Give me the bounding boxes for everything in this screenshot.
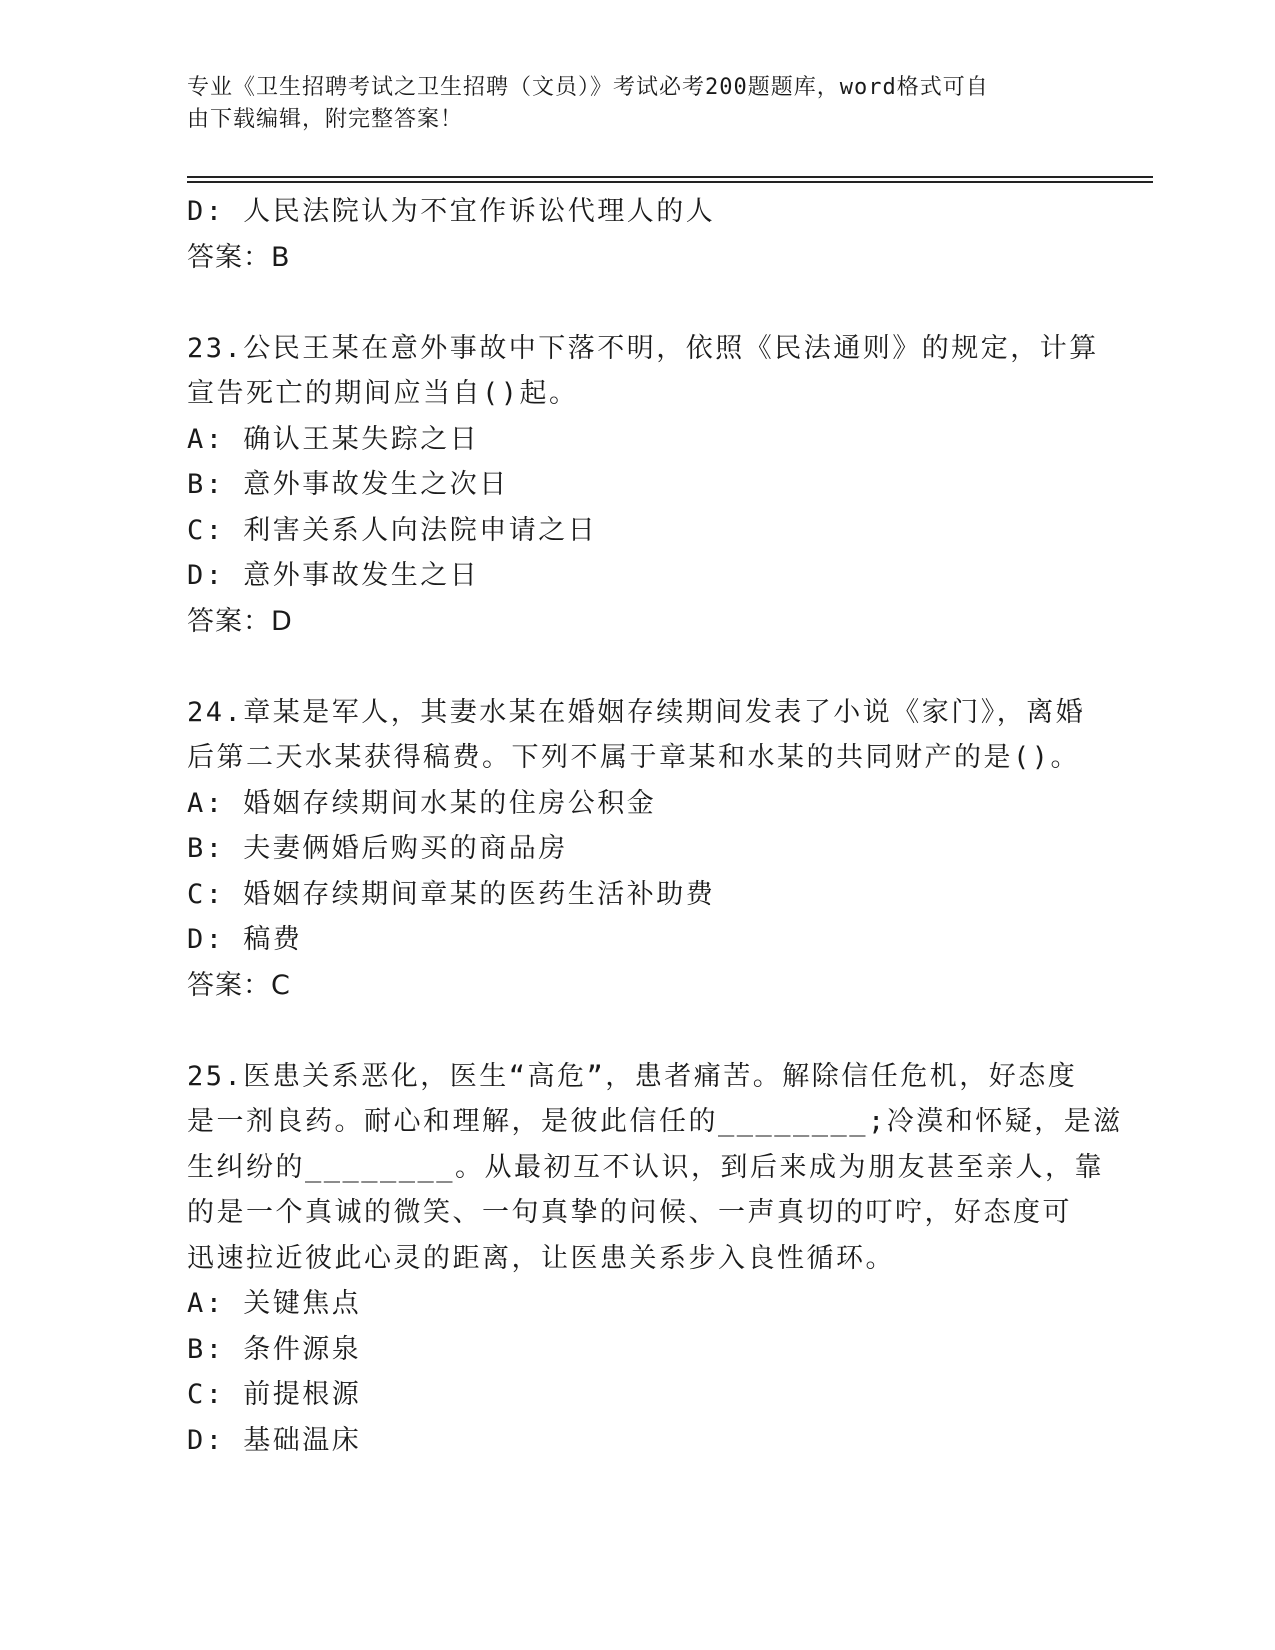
question-text: 24.章某是军人，其妻水某在婚姻存续期间发表了小说《家门》，离婚 [187,696,1086,728]
header-divider [187,176,1153,178]
option-c: C: 前提根源 [187,1379,362,1410]
question-text: 的是一个真诚的微笑、一句真挚的问候、一声真切的叮咛，好态度可 [187,1197,1072,1228]
question-text: 25.医患关系恶化，医生“高危”，患者痛苦。解除信任危机，好态度 [187,1060,1078,1092]
document-header [187,72,1067,136]
option-b: B: 意外事故发生之次日 [187,469,509,500]
header-divider [187,181,1153,183]
answer: 答案：C [187,969,291,1001]
question-text: 生纠纷的________。从最初互不认识，到后来成为朋友甚至亲人，靠 [187,1151,1105,1183]
question-text: 宣告死亡的期间应当自()起。 [187,378,579,409]
option-a: A: 关键焦点 [187,1288,362,1319]
question-25 [187,1054,1123,1464]
header-line: 由下载编辑，附完整答案！ [187,107,464,132]
spacer [187,644,1087,690]
option-c: C: 婚姻存续期间章某的医药生活补助费 [187,878,716,910]
spacer [187,280,1087,326]
option-b: B: 条件源泉 [187,1333,362,1365]
answer: 答案：D [187,605,293,637]
option-d: D: 基础温床 [187,1424,362,1456]
option-b: B: 夫妻俩婚后购买的商品房 [187,833,568,864]
option-c: C: 利害关系人向法院申请之日 [187,514,598,546]
answer: 答案：B [187,241,291,273]
option-d: D: 稿费 [187,924,303,955]
spacer [187,1008,1087,1054]
document-body [187,189,1123,1463]
header-line: 专业《卫生招聘考试之卫生招聘（文员）》考试必考200题题库，word格式可自 [187,75,989,100]
question-text: 迅速拉近彼此心灵的距离，让医患关系步入良性循环。 [187,1242,895,1274]
question-text: 是一剂良药。耐心和理解，是彼此信任的________;冷漠和怀疑，是滋 [187,1106,1123,1137]
question-text: 23.公民王某在意外事故中下落不明，依照《民法通则》的规定，计算 [187,332,1099,364]
option-a: A: 婚姻存续期间水某的住房公积金 [187,787,657,819]
question-23 [187,326,1099,645]
question-text: 后第二天水某获得稿费。下列不属于章某和水某的共同财产的是()。 [187,742,1081,773]
option-a: A: 确认王某失踪之日 [187,423,480,455]
option-d: D: 人民法院认为不宜作诉讼代理人的人 [187,196,716,227]
question-24 [187,690,1087,1009]
option-d: D: 意外事故发生之日 [187,560,480,591]
